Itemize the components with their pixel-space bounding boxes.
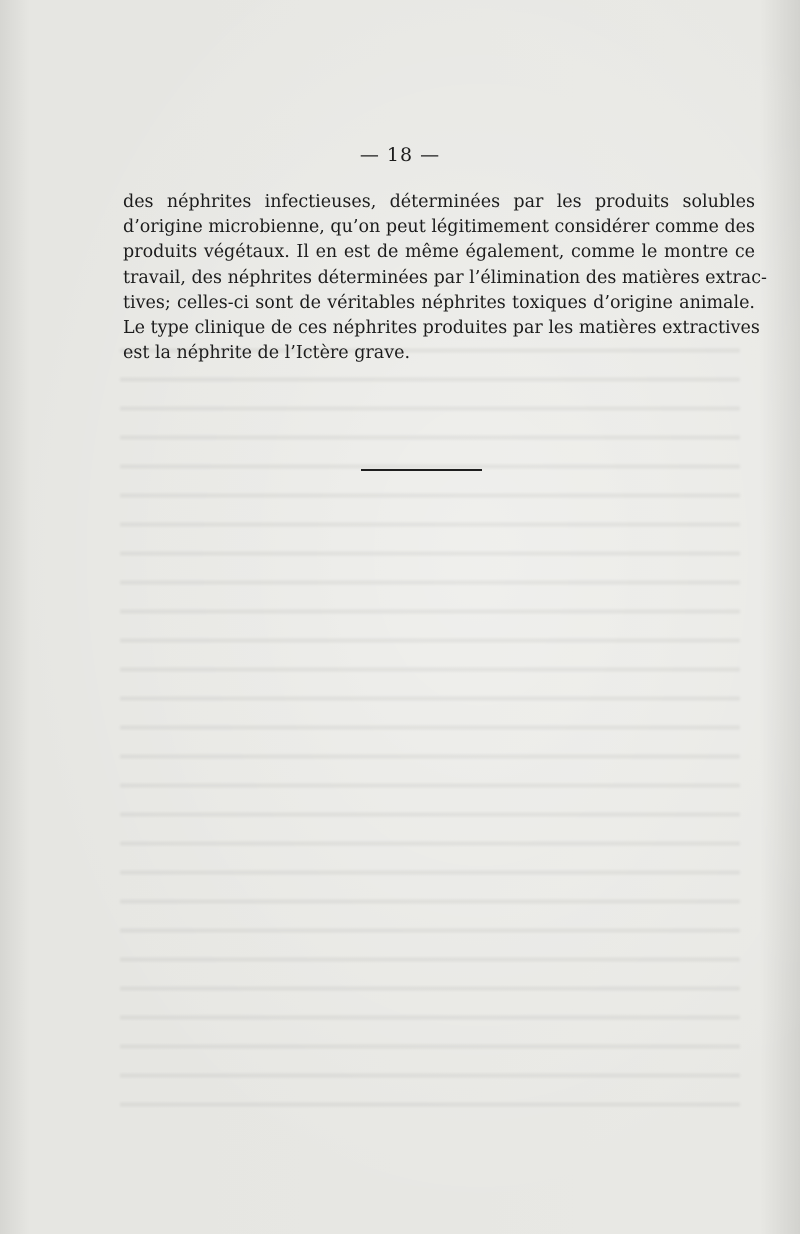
section-divider	[361, 469, 482, 471]
text-line: travail, des néphrites déterminées par l’élimination des matières extrac-	[123, 267, 767, 288]
text-line: des néphrites infectieuses, déterminées par les produits solubles	[123, 192, 755, 212]
bleed-through-text	[120, 330, 740, 1130]
text-line: Le type clinique de ces néphrites produites par les matières extractives	[123, 318, 760, 339]
paragraph	[123, 190, 767, 366]
text-line: tives; celles-ci sont de véritables néphrites toxiques d’origine animale.	[123, 292, 755, 313]
page-number: — 18 —	[359, 144, 441, 166]
text-line: est la néphrite de l’Ictère grave.	[123, 343, 411, 364]
text-line: produits végétaux. Il en est de même également, comme le montre ce	[123, 242, 755, 263]
text-line: d’origine microbienne, qu’on peut légitimement considérer comme des	[123, 217, 755, 238]
